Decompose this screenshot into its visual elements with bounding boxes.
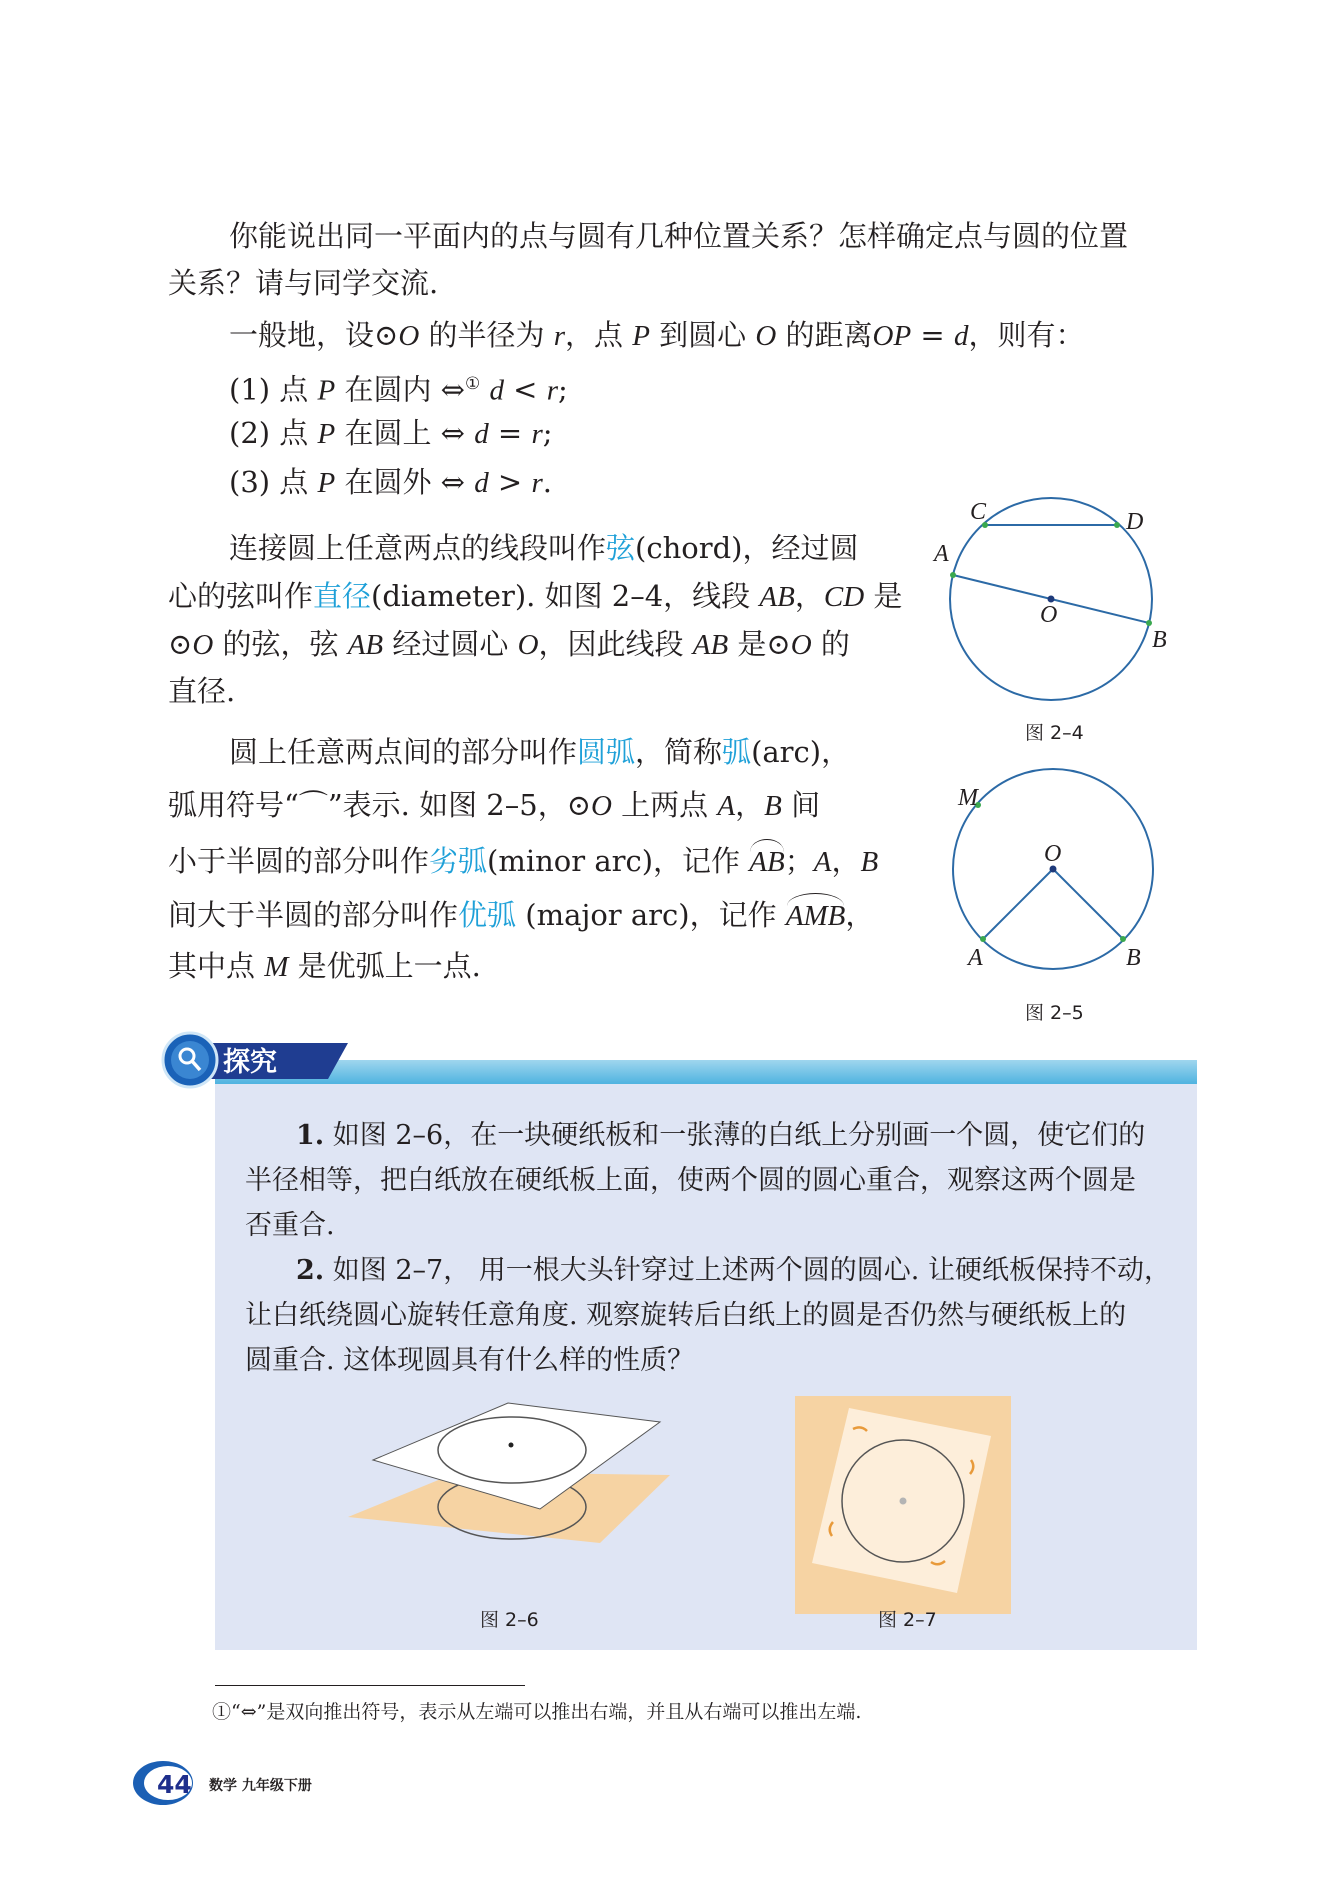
footnote-rule [215, 1685, 525, 1686]
term-diameter: 直径 [313, 579, 372, 613]
case-on: (2) 点 P 在圆上 ⇔ d = r; [229, 416, 553, 450]
intro-line-1: 你能说出同一平面内的点与圆有几种位置关系？怎样确定点与圆的位置 [229, 219, 1129, 253]
explore-q1-line-3: 否重合. [245, 1210, 335, 1241]
fig24-label-c: C [970, 499, 987, 525]
fig24-point-a [950, 572, 956, 578]
arc-ab: AB [749, 846, 785, 878]
case-outside: (3) 点 P 在圆外 ⇔ d > r. [229, 465, 552, 499]
chord-line-4: 直径. [168, 674, 236, 708]
fig25-point-a [980, 936, 986, 942]
intro-line-2: 关系？请与同学交流. [168, 266, 439, 300]
fig25-label-a: A [968, 945, 983, 971]
fig24-caption: 图 2–4 [1025, 722, 1084, 744]
arc-line-3: 小于半圆的部分叫作劣弧(minor arc)，记作 AB；A，B [168, 844, 879, 878]
explore-header-bar [215, 1060, 1197, 1084]
arc-line-1: 圆上任意两点间的部分叫作圆弧，简称弧(arc)， [229, 735, 851, 769]
fig24-label-a: A [934, 541, 949, 567]
term-arc: 圆弧 [577, 735, 636, 769]
fig25-label-o: O [1044, 841, 1062, 867]
explore-q2-line-1: 2. 如图 2–7， 用一根大头针穿过上述两个圆的圆心. 让硬纸板保持不动， [296, 1255, 1171, 1286]
explore-q1-line-1: 1. 如图 2–6，在一块硬纸板和一张薄的白纸上分别画一个圆，使它们的 [296, 1120, 1146, 1151]
explore-q1-line-2: 半径相等，把白纸放在硬纸板上面，使两个圆的圆心重合，观察这两个圆是 [245, 1165, 1136, 1196]
figure-2-6 [340, 1395, 680, 1585]
fig25-radius-ob [1053, 869, 1123, 939]
figure-2-5 [940, 765, 1170, 985]
fig26-caption: 图 2–6 [480, 1609, 539, 1631]
paper-center [509, 1443, 514, 1448]
chord-line-2: 心的弦叫作直径(diameter). 如图 2–4，线段 AB，CD 是 [168, 579, 903, 613]
definition-line: 一般地，设⊙O 的半径为 r，点 P 到圆心 O 的距离OP = d，则有： [229, 318, 1085, 352]
fig24-point-b [1146, 620, 1152, 626]
figure-2-4 [934, 495, 1170, 715]
chord-line-1: 连接圆上任意两点的线段叫作弦(chord)，经过圆 [229, 531, 859, 565]
fig25-label-b: B [1126, 945, 1141, 971]
explore-heading [158, 1027, 358, 1087]
term-arc-short: 弧 [722, 735, 752, 769]
case-inside: (1) 点 P 在圆内 ⇔① d < r; [229, 372, 568, 407]
fig25-radius-oa [983, 869, 1053, 939]
page-number: 44 [157, 1770, 192, 1799]
figure-2-7 [795, 1396, 1011, 1614]
fig27-center [900, 1498, 907, 1505]
fig24-label-b: B [1152, 627, 1167, 653]
arc-line-2: 弧用符号“⌒”表示. 如图 2–5，⊙O 上两点 A，B 间 [168, 788, 821, 822]
fig25-point-b [1120, 936, 1126, 942]
term-major-arc: 优弧 [458, 898, 517, 932]
explore-title: 探究 [223, 1047, 277, 1078]
fig25-caption: 图 2–5 [1025, 1002, 1084, 1024]
fig24-label-o: O [1040, 602, 1058, 628]
arc-amb: AMB [785, 900, 846, 932]
arc-line-5: 其中点 M 是优弧上一点. [168, 949, 481, 983]
fig24-point-d [1114, 522, 1120, 528]
explore-q2-line-2: 让白纸绕圆心旋转任意角度. 观察旋转后白纸上的圆是否仍然与硬纸板上的 [245, 1300, 1127, 1331]
fig27-caption: 图 2–7 [878, 1609, 937, 1631]
explore-q2-line-3: 圆重合. 这体现圆具有什么样的性质？ [245, 1345, 695, 1376]
explore-badge-inner [171, 1041, 209, 1079]
book-title: 数学 九年级下册 [209, 1778, 312, 1794]
fig25-label-m: M [958, 785, 978, 811]
fig24-label-d: D [1126, 509, 1144, 535]
footnote: ①“⇔”是双向推出符号，表示从左端可以推出右端，并且从右端可以推出左端. [212, 1701, 862, 1723]
chord-line-3: ⊙O 的弦，弦 AB 经过圆心 O，因此线段 AB 是⊙O 的 [168, 627, 850, 661]
arc-line-4: 间大于半圆的部分叫作优弧 (major arc)，记作 AMB， [168, 898, 875, 932]
term-chord: 弦 [606, 531, 636, 565]
term-minor-arc: 劣弧 [429, 844, 488, 878]
